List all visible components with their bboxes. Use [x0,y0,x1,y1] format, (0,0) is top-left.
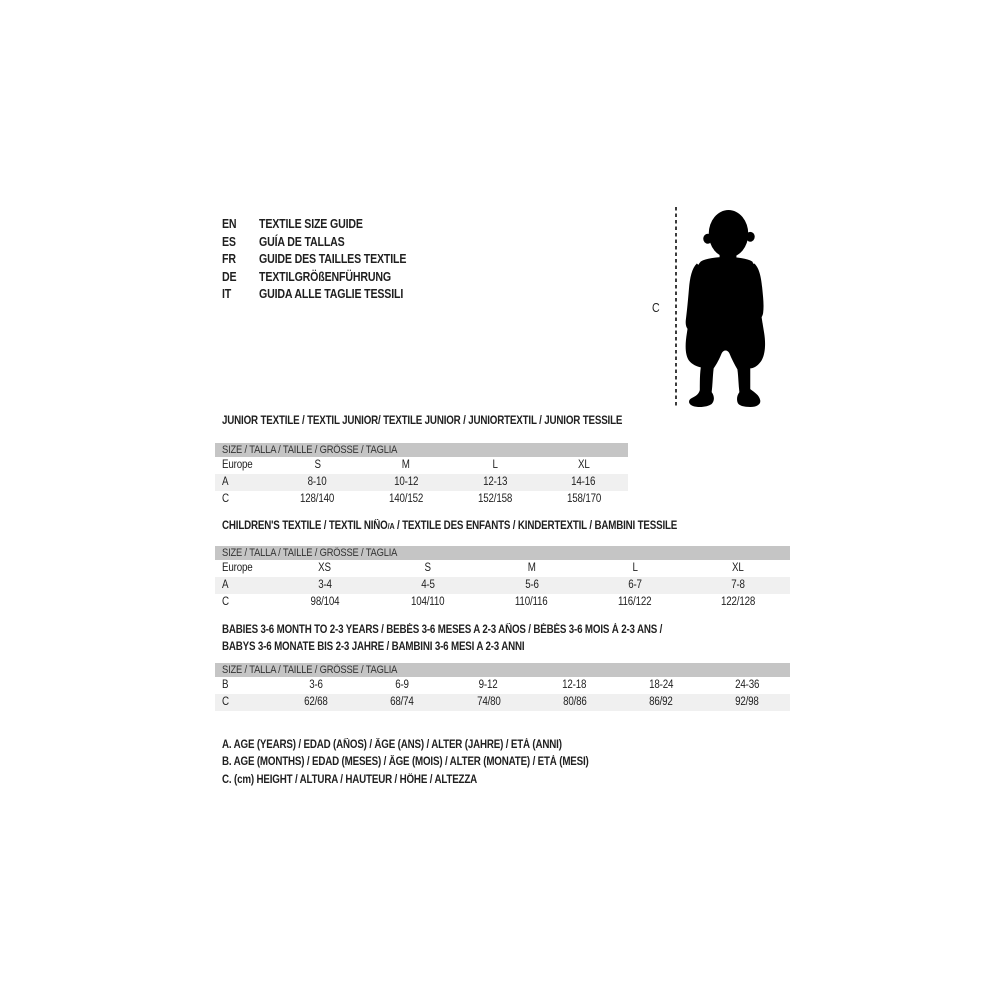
table-cell: M [402,459,411,471]
table-cell: 9-12 [478,679,498,691]
childrens-textile-table [215,519,790,611]
table-cell: 68/74 [390,696,415,708]
table-cell: 62/68 [304,696,328,708]
table-cell: 3-6 [309,679,323,691]
row-label: C [222,696,229,708]
table-cell: 14-16 [571,476,596,488]
table-row-c [215,694,790,711]
table-cell: 8-10 [307,476,327,488]
table-cell: 6-7 [628,579,642,591]
row-label: C [222,596,229,608]
table-cell: XL [577,459,590,471]
table-cell: 7-8 [731,579,746,591]
row-label: B [222,679,229,691]
language-row-de [222,269,432,287]
table-title: CHILDREN'S TEXTILE / TEXTIL NIÑO/A / TEXTILE DES ENFANTS / KINDERTEXTIL / BAMBINI TESSILE [222,520,678,532]
table-cell: XL [732,562,745,574]
junior-textile-table [215,414,628,508]
language-label: GUIDA ALLE TAGLIE TESSILI [259,287,404,301]
table-size-header: SIZE / TALLA / TAILLE / GRÖSSE / TAGLIA [215,546,790,560]
table-cell: 12-18 [562,679,587,691]
language-row-fr [222,251,432,269]
table-cell: 98/104 [310,596,340,608]
legend [222,737,653,789]
table-cell: M [527,562,536,574]
table-row-europe [215,457,628,474]
language-code: ES [222,234,236,249]
table-cell: 116/122 [618,596,652,608]
legend-line-b: B. AGE (MONTHS) / EDAD (MESES) / ÂGE (MOIS) / ALTER (MONATE) / ETÀ (MESI) [222,756,589,769]
table-cell: 74/80 [476,696,501,708]
legend-line-c: C. (cm) HEIGHT / ALTURA / HAUTEUR / HÖHE / ALTEZZA [222,773,478,786]
legend-line-a: A. AGE (YEARS) / EDAD (AÑOS) / ÂGE (ANS) / ALTER (JAHRE) / ETÀ (ANNI) [222,739,562,751]
table-title: BABIES 3-6 MONTH TO 2-3 YEARS / BEBÉS 3-6 MESES A 2-3 AÑOS / BÉBÉS 3-6 MOIS À 2-3 ANS / BABYS 3-6 MONATE BIS 2-3 JAHRE / BAMBINI 3-6 MESI A 2-3 ANNI [222,624,663,653]
table-row-a [215,474,628,491]
title-subscript: /A [387,521,395,531]
table-cell: 128/140 [300,493,335,505]
language-code: IT [222,287,232,301]
row-label: Europe [222,459,253,471]
language-row-en [222,216,432,234]
table-cell: 110/116 [515,596,548,608]
height-measure-label: C [652,301,660,315]
table-cell: 5-6 [524,579,539,591]
language-code: DE [222,269,237,284]
language-label: TEXTILE SIZE GUIDE [259,217,363,231]
table-row-c [215,491,628,508]
babies-textile-table [215,622,790,711]
table-cell: S [424,562,432,574]
table-cell: 104/110 [411,596,445,608]
table-cell: 152/158 [477,493,512,505]
table-row-europe [215,560,790,577]
table-cell: 140/152 [389,493,424,505]
table-title: JUNIOR TEXTILE / TEXTIL JUNIOR/ TEXTILE JUNIOR / JUNIORTEXTIL / JUNIOR TESSILE [222,415,623,427]
table-cell: 6-9 [395,679,410,691]
language-label: TEXTILGRÖßENFÜHRUNG [259,269,391,284]
row-label: C [222,493,229,505]
table-cell: 10-12 [394,476,419,488]
table-cell: 24-36 [734,679,760,691]
row-label: A [222,579,229,591]
language-list [222,216,432,304]
table-cell: 12-13 [482,476,507,488]
table-cell: 86/92 [648,696,673,708]
table-cell: L [632,562,638,574]
table-cell: 158/170 [566,493,601,505]
table-cell: 122/128 [721,596,756,608]
table-cell: S [314,459,321,471]
table-cell: 4-5 [421,579,435,591]
table-cell: L [492,459,498,471]
language-label: GUIDE DES TAILLES TEXTILE [259,252,407,266]
language-label: GUÍA DE TALLAS [259,234,345,249]
height-measure-dashed-line [675,207,677,408]
table-row-a [215,577,790,594]
table-cell: 80/86 [562,696,587,708]
table-size-header: SIZE / TALLA / TAILLE / GRÖSSE / TAGLIA [215,663,790,677]
table-cell: XS [318,562,332,574]
table-row-c [215,594,790,611]
row-label: Europe [222,562,253,574]
table-row-b [215,677,790,694]
language-code: FR [222,252,236,266]
table-size-header: SIZE / TALLA / TAILLE / GRÖSSE / TAGLIA [215,443,628,457]
toddler-silhouette-icon [681,206,775,412]
language-code: EN [222,217,237,231]
table-cell: 18-24 [648,679,673,691]
language-row-it [222,286,432,304]
language-row-es [222,234,432,252]
table-cell: 3-4 [317,579,332,591]
table-cell: 92/98 [735,696,759,708]
row-label: A [222,476,229,488]
